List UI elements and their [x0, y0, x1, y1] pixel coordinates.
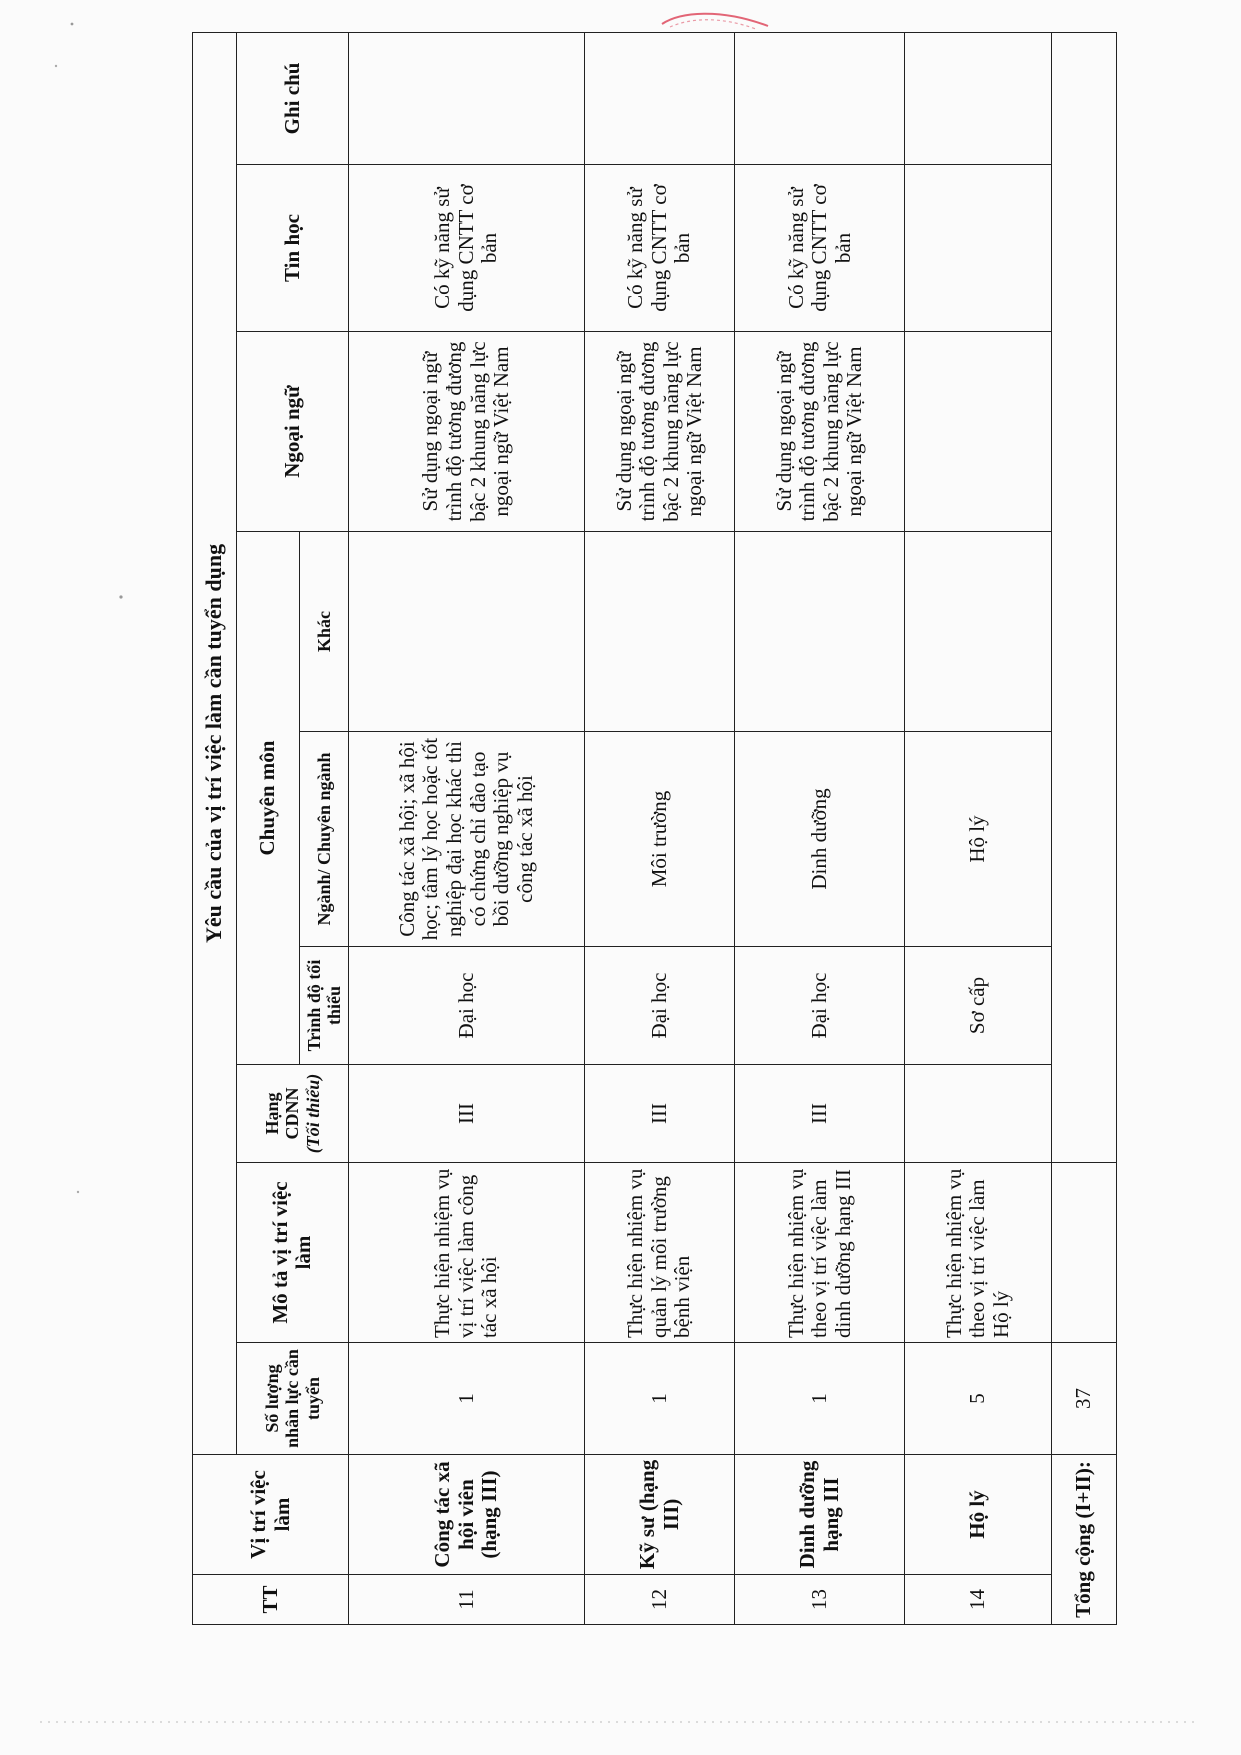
header-note: Ghi chú — [236, 32, 349, 164]
header-rank-min: (Tối thiểu) — [302, 1073, 323, 1154]
header-requirements: Yêu cầu của vị trí việc làm cần tuyển dụng — [193, 32, 237, 1454]
row-description: Thực hiện nhiệm vụ vị trí việc làm công tác xã hội — [349, 1163, 585, 1343]
table-row — [735, 32, 905, 1624]
row-quantity: 1 — [584, 1343, 734, 1455]
row-major: Dinh dưỡng — [735, 732, 905, 947]
row-note — [584, 32, 734, 164]
total-quantity: 37 — [1051, 1343, 1116, 1455]
total-empty-rest — [1051, 32, 1116, 1162]
row-description: Thực hiện nhiệm vụ theo vị trí việc làm Hộ lý — [905, 1163, 1051, 1343]
header-description: Mô tả vị trí việc làm — [236, 1163, 349, 1343]
header-specialty: Chuyên môn — [236, 532, 299, 1065]
red-stamp-mark — [660, 8, 770, 34]
table-row — [349, 32, 585, 1624]
header-major: Ngành/ Chuyên ngành — [299, 732, 348, 947]
row-rank: III — [735, 1065, 905, 1163]
header-rank-label: Hạng CDNN — [262, 1087, 303, 1140]
row-position: Công tác xã hội viên (hạng III) — [349, 1455, 585, 1575]
row-other — [905, 532, 1051, 732]
row-note — [349, 32, 585, 164]
header-it: Tin học — [236, 165, 349, 332]
row-foreign-language: Sử dụng ngoại ngữ trình độ tương đương bậc 2 khung năng lực ngoại ngữ Việt Nam — [349, 332, 585, 532]
header-rank — [236, 1065, 349, 1163]
row-min-level: Sơ cấp — [905, 947, 1051, 1065]
total-empty-description — [1051, 1163, 1116, 1343]
total-label: Tổng cộng (I+II): — [1051, 1455, 1116, 1625]
row-note — [905, 32, 1051, 164]
row-rank: III — [349, 1065, 585, 1163]
row-rank — [905, 1065, 1051, 1163]
row-tt: 12 — [584, 1575, 734, 1625]
row-foreign-language — [905, 332, 1051, 532]
header-min-level: Trình độ tối thiểu — [299, 947, 348, 1065]
row-quantity: 1 — [349, 1343, 585, 1455]
row-it: Có kỹ năng sử dụng CNTT cơ bản — [584, 165, 734, 332]
row-min-level: Đại học — [349, 947, 585, 1065]
row-quantity: 1 — [735, 1343, 905, 1455]
table-row — [584, 32, 734, 1624]
row-major: Công tác xã hội; xã hội học; tâm lý học hoặc tốt nghiệp đại học khác thì có chứng chỉ đào tạo bồi dưỡng nghiệp vụ công tác xã hội — [349, 732, 585, 947]
row-tt: 11 — [349, 1575, 585, 1625]
row-description: Thực hiện nhiệm vụ theo vị trí việc làm dinh dưỡng hạng III — [735, 1163, 905, 1343]
header-other: Khác — [299, 532, 348, 732]
row-other — [349, 532, 585, 732]
row-major: Hộ lý — [905, 732, 1051, 947]
row-min-level: Đại học — [584, 947, 734, 1065]
header-foreign-language: Ngoại ngữ — [236, 332, 349, 532]
row-foreign-language: Sử dụng ngoại ngữ trình độ tương đương bậc 2 khung năng lực ngoại ngữ Việt Nam — [735, 332, 905, 532]
header-tt: TT — [193, 1575, 349, 1625]
row-it — [905, 165, 1051, 332]
row-rank: III — [584, 1065, 734, 1163]
table-row — [905, 32, 1051, 1624]
header-quantity: Số lượng nhân lực cần tuyển — [236, 1343, 349, 1455]
row-it: Có kỹ năng sử dụng CNTT cơ bản — [735, 165, 905, 332]
row-quantity: 5 — [905, 1343, 1051, 1455]
row-position: Kỹ sư (hạng III) — [584, 1455, 734, 1575]
row-position: Dinh dưỡng hạng III — [735, 1455, 905, 1575]
row-note — [735, 32, 905, 164]
header-position: Vị trí việc làm — [193, 1455, 349, 1575]
row-min-level: Đại học — [735, 947, 905, 1065]
row-major: Môi trường — [584, 732, 734, 947]
row-other — [584, 532, 734, 732]
row-position: Hộ lý — [905, 1455, 1051, 1575]
recruitment-table — [192, 32, 1117, 1625]
row-other — [735, 532, 905, 732]
row-foreign-language: Sử dụng ngoại ngữ trình độ tương đương bậc 2 khung năng lực ngoại ngữ Việt Nam — [584, 332, 734, 532]
rotated-table-wrapper — [192, 33, 1117, 1625]
row-tt: 14 — [905, 1575, 1051, 1625]
total-row — [1051, 32, 1116, 1624]
row-tt: 13 — [735, 1575, 905, 1625]
row-description: Thực hiện nhiệm vụ quản lý môi trường bệnh viện — [584, 1163, 734, 1343]
row-it: Có kỹ năng sử dụng CNTT cơ bản — [349, 165, 585, 332]
